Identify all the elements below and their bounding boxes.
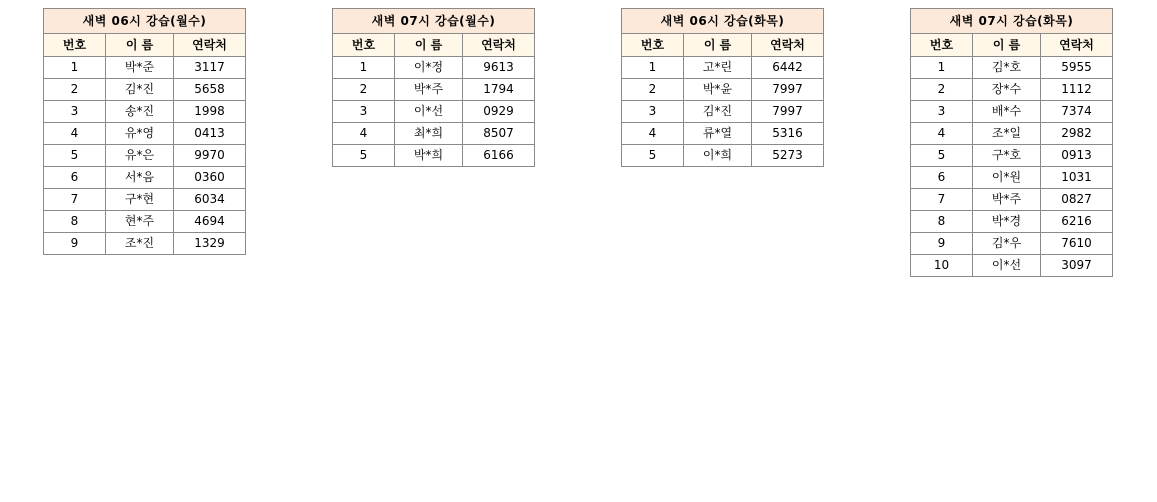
cell-number: 1 (44, 57, 106, 79)
cell-name: 배*수 (973, 101, 1041, 123)
roster-table (43, 8, 246, 255)
cell-contact: 4694 (174, 211, 246, 233)
table-row (911, 233, 1113, 255)
roster-tables-container (0, 8, 1157, 277)
cell-name: 최*희 (395, 123, 463, 145)
cell-contact: 5955 (1041, 57, 1113, 79)
roster-table-slot (0, 8, 289, 255)
table-row (44, 145, 246, 167)
cell-number: 8 (911, 211, 973, 233)
table-header-row (333, 34, 535, 57)
table-row (622, 57, 824, 79)
cell-number: 10 (911, 255, 973, 277)
table-row (622, 101, 824, 123)
table-title: 새벽 06시 강습(화목) (622, 9, 824, 34)
table-title-row (911, 9, 1113, 34)
cell-name: 류*열 (684, 123, 752, 145)
cell-number: 3 (333, 101, 395, 123)
cell-name: 조*일 (973, 123, 1041, 145)
cell-name: 박*경 (973, 211, 1041, 233)
cell-name: 이*선 (973, 255, 1041, 277)
cell-contact: 5658 (174, 79, 246, 101)
cell-name: 이*선 (395, 101, 463, 123)
cell-name: 구*현 (106, 189, 174, 211)
cell-contact: 0360 (174, 167, 246, 189)
roster-table-slot (289, 8, 578, 167)
roster-table-slot (578, 8, 867, 167)
cell-contact: 3117 (174, 57, 246, 79)
cell-number: 5 (911, 145, 973, 167)
cell-contact: 6216 (1041, 211, 1113, 233)
table-row (44, 167, 246, 189)
cell-name: 현*주 (106, 211, 174, 233)
cell-name: 박*주 (395, 79, 463, 101)
cell-contact: 1112 (1041, 79, 1113, 101)
column-header: 번호 (333, 34, 395, 57)
cell-number: 2 (44, 79, 106, 101)
cell-number: 4 (44, 123, 106, 145)
cell-name: 이*희 (684, 145, 752, 167)
table-row (911, 101, 1113, 123)
table-title: 새벽 06시 강습(월수) (44, 9, 246, 34)
cell-number: 2 (622, 79, 684, 101)
table-row (44, 57, 246, 79)
cell-number: 1 (333, 57, 395, 79)
table-row (333, 79, 535, 101)
cell-name: 유*영 (106, 123, 174, 145)
table-header-row (44, 34, 246, 57)
table-row (911, 167, 1113, 189)
table-row (44, 79, 246, 101)
cell-number: 9 (44, 233, 106, 255)
table-row (44, 189, 246, 211)
cell-contact: 7374 (1041, 101, 1113, 123)
cell-contact: 5316 (752, 123, 824, 145)
cell-contact: 6442 (752, 57, 824, 79)
cell-contact: 0413 (174, 123, 246, 145)
cell-contact: 1998 (174, 101, 246, 123)
cell-name: 이*원 (973, 167, 1041, 189)
cell-number: 5 (44, 145, 106, 167)
cell-name: 고*린 (684, 57, 752, 79)
cell-contact: 9970 (174, 145, 246, 167)
roster-table (621, 8, 824, 167)
table-row (333, 145, 535, 167)
cell-name: 이*정 (395, 57, 463, 79)
cell-name: 서*음 (106, 167, 174, 189)
cell-name: 김*진 (684, 101, 752, 123)
cell-contact: 7610 (1041, 233, 1113, 255)
table-row (44, 123, 246, 145)
cell-name: 김*진 (106, 79, 174, 101)
column-header: 연락처 (174, 34, 246, 57)
cell-number: 3 (622, 101, 684, 123)
cell-number: 6 (44, 167, 106, 189)
column-header: 연락처 (752, 34, 824, 57)
cell-contact: 3097 (1041, 255, 1113, 277)
column-header: 이 름 (106, 34, 174, 57)
cell-name: 박*희 (395, 145, 463, 167)
cell-number: 4 (622, 123, 684, 145)
cell-number: 2 (911, 79, 973, 101)
cell-contact: 0929 (463, 101, 535, 123)
table-title-row (44, 9, 246, 34)
cell-contact: 6166 (463, 145, 535, 167)
cell-name: 박*윤 (684, 79, 752, 101)
cell-contact: 6034 (174, 189, 246, 211)
column-header: 번호 (622, 34, 684, 57)
table-header-row (622, 34, 824, 57)
table-row (911, 189, 1113, 211)
cell-name: 구*호 (973, 145, 1041, 167)
column-header: 번호 (44, 34, 106, 57)
table-row (622, 145, 824, 167)
cell-name: 유*은 (106, 145, 174, 167)
cell-contact: 1794 (463, 79, 535, 101)
table-row (333, 101, 535, 123)
table-row (44, 101, 246, 123)
cell-number: 7 (44, 189, 106, 211)
cell-contact: 0827 (1041, 189, 1113, 211)
column-header: 번호 (911, 34, 973, 57)
table-row (622, 123, 824, 145)
table-row (44, 211, 246, 233)
cell-number: 3 (911, 101, 973, 123)
cell-number: 1 (911, 57, 973, 79)
table-row (333, 123, 535, 145)
table-row (333, 57, 535, 79)
cell-contact: 9613 (463, 57, 535, 79)
cell-number: 7 (911, 189, 973, 211)
column-header: 이 름 (973, 34, 1041, 57)
cell-number: 9 (911, 233, 973, 255)
table-row (911, 211, 1113, 233)
cell-name: 조*진 (106, 233, 174, 255)
cell-number: 1 (622, 57, 684, 79)
cell-name: 김*호 (973, 57, 1041, 79)
table-row (44, 233, 246, 255)
table-title-row (333, 9, 535, 34)
column-header: 연락처 (463, 34, 535, 57)
table-row (911, 57, 1113, 79)
cell-name: 박*주 (973, 189, 1041, 211)
roster-table (910, 8, 1113, 277)
table-row (911, 145, 1113, 167)
cell-contact: 7997 (752, 79, 824, 101)
column-header: 연락처 (1041, 34, 1113, 57)
cell-number: 8 (44, 211, 106, 233)
cell-name: 박*준 (106, 57, 174, 79)
table-title-row (622, 9, 824, 34)
cell-number: 4 (911, 123, 973, 145)
cell-contact: 5273 (752, 145, 824, 167)
cell-number: 3 (44, 101, 106, 123)
table-row (911, 123, 1113, 145)
cell-contact: 7997 (752, 101, 824, 123)
column-header: 이 름 (395, 34, 463, 57)
table-header-row (911, 34, 1113, 57)
cell-contact: 1031 (1041, 167, 1113, 189)
cell-contact: 0913 (1041, 145, 1113, 167)
cell-number: 5 (333, 145, 395, 167)
table-row (911, 79, 1113, 101)
cell-number: 2 (333, 79, 395, 101)
cell-name: 김*우 (973, 233, 1041, 255)
cell-number: 6 (911, 167, 973, 189)
table-row (911, 255, 1113, 277)
table-row (622, 79, 824, 101)
cell-name: 송*진 (106, 101, 174, 123)
cell-name: 장*수 (973, 79, 1041, 101)
cell-number: 5 (622, 145, 684, 167)
column-header: 이 름 (684, 34, 752, 57)
cell-contact: 8507 (463, 123, 535, 145)
cell-contact: 1329 (174, 233, 246, 255)
roster-table-slot (867, 8, 1156, 277)
roster-table (332, 8, 535, 167)
table-title: 새벽 07시 강습(화목) (911, 9, 1113, 34)
table-title: 새벽 07시 강습(월수) (333, 9, 535, 34)
cell-contact: 2982 (1041, 123, 1113, 145)
cell-number: 4 (333, 123, 395, 145)
